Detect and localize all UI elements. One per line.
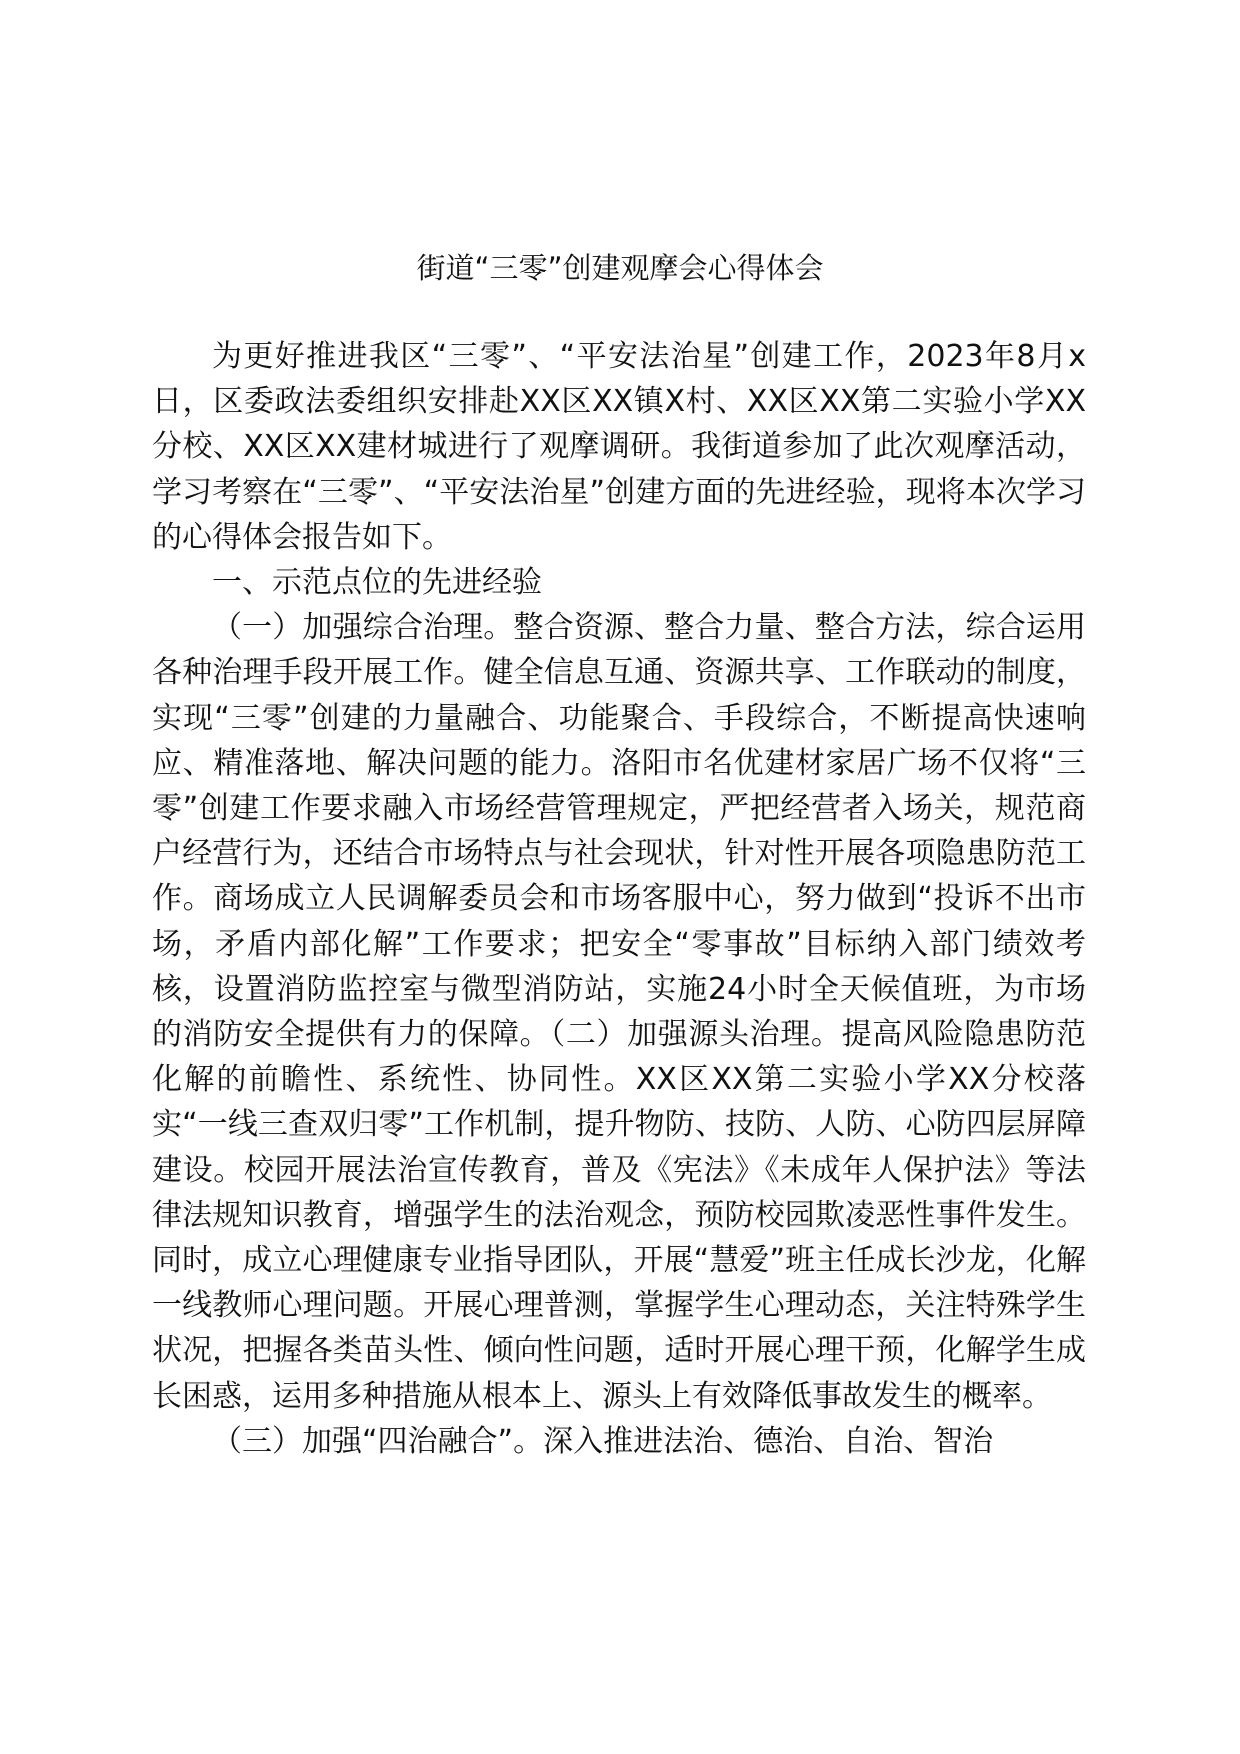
body-paragraph: （一）加强综合治理。整合资源、整合力量、整合方法，综合运用各种治理手段开展工作。健全信息互通、资源共享、工作联动的制度，实现“三零”创建的力量融合、功能聚合、手段综合，不断提高快速响应、精准落地、解决问题的能力。洛阳市名优建材家居广场不仅将“三零”创建工作要求融入市场经营管理规定，严把经营者入场关，规范商户经营行为，还结合市场特点与社会现状，针对性开展各项隐患防范工作。商场成立人民调解委员会和市场客服中心，努力做到“投诉不出市场，矛盾内部化解”工作要求；把安全“零事故”目标纳入部门绩效考核，设置消防监控室与微型消防站，实施24小时全天候值班，为市场的消防安全提供有力的保障。（二）加强源头治理。提高风险隐患防范化解的前瞻性、系统性、协同性。XX区XX第二实验小学XX分校落实“一线三查双归零”工作机制，提升物防、技防、人防、心防四层屏障建设。校园开展法治宣传教育，普及《宪法》《未成年人保护法》等法律法规知识教育，增强学生的法治观念，预防校园欺凌恶性事件发生。同时，成立心理健康专业指导团队，开展“慧爱”班主任成长沙龙，化解一线教师心理问题。开展心理普测，掌握学生心理动态，关注特殊学生状况，把握各类苗头性、倾向性问题，适时开展心理干预，化解学生成长困惑，运用多种措施从根本上、源头上有效降低事故发生的概率。 [152, 610, 1086, 1414]
document-body [152, 334, 1086, 1464]
section-heading: 一、示范点位的先进经验 [212, 565, 542, 601]
intro-paragraph: 为更好推进我区“三零”、“平安法治星”创建工作，2023年8月x日，区委政法委组织安排赴XX区XX镇X村、XX区XX第二实验小学XX分校、XX区XX建材城进行了观摩调研。我街道参加了此次观摩活动，学习考察在“三零”、“平安法治星”创建方面的先进经验，现将本次学习的心得体会报告如下。 [152, 339, 1086, 555]
body-paragraph: （三）加强“四治融合”。深入推进法治、德治、自治、智治 [212, 1423, 994, 1459]
document-title: 街道“三零”创建观摩会心得体会 [416, 251, 824, 285]
